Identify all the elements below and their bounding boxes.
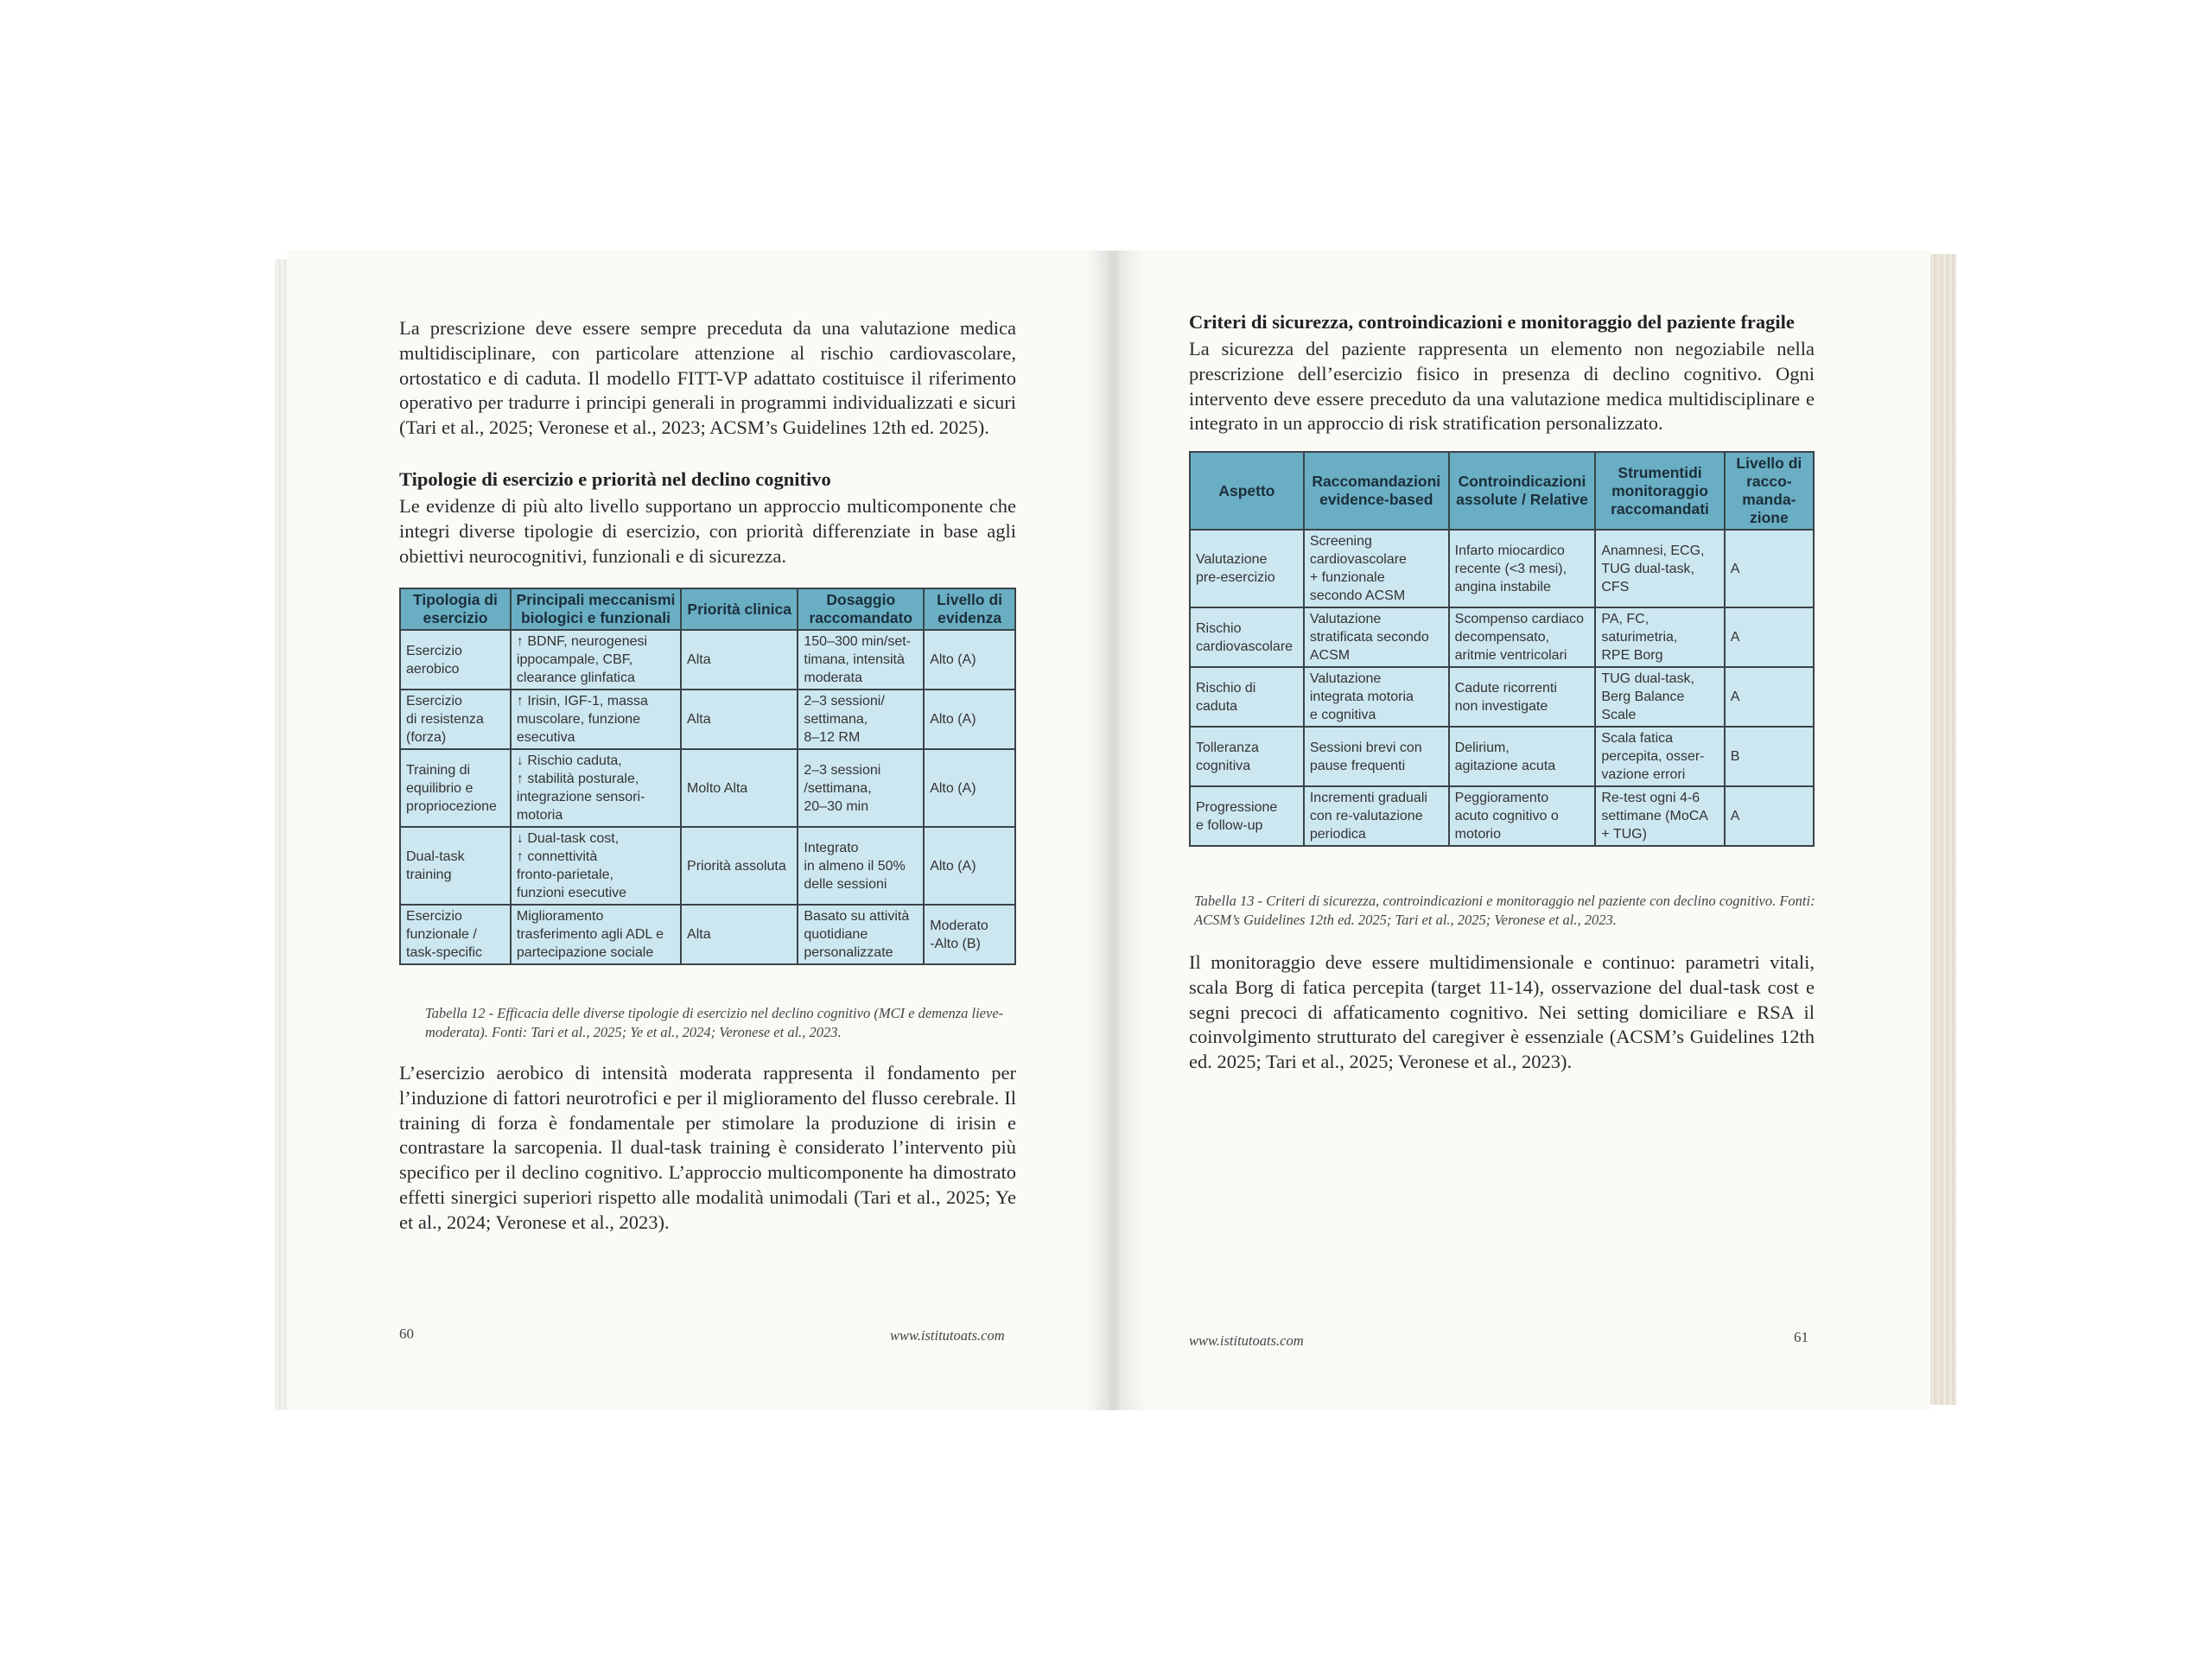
safety-criteria-table	[1189, 451, 1815, 847]
table-cell: Basato su attività quotidiane personalizzate	[798, 905, 924, 964]
right-table-caption: Tabella 13 - Criteri di sicurezza, controindicazioni e monitoraggio nel paziente con declino cognitivo. Fonti: ACSM’s Guidelines 12th ed. 2025; Tari et al., 2025; Veronese et al., 2023.	[1194, 893, 1815, 928]
table-cell: TUG dual-task, Berg Balance Scale	[1595, 667, 1724, 727]
table-cell: Sessioni brevi con pause frequenti	[1304, 727, 1449, 786]
table-cell: Rischio di caduta	[1190, 667, 1304, 727]
table-row	[1190, 607, 1814, 667]
left-closing-paragraph: L’esercizio aerobico di intensità moderata rappresenta il fondamento per l’induzione di fattori neurotrofici e per il miglioramento del flusso cerebrale. Il training di forza è fondamentale per stimolare la produzione di irisin e contrastare la sarcopenia. Il dual-task training è considerato l’intervento più specifico per il declino cognitivo. L’approccio multicomponente ha dimostrato effetti sinergici superiori rispetto alle modalità unimodali (Tari et al., 2025; Ye et al., 2024; Veronese et al., 2023).	[399, 1062, 1016, 1233]
column-header: Controindicazioni assolute / Relative	[1449, 452, 1596, 530]
table-cell: Esercizio funzionale / task-specific	[400, 905, 511, 964]
table-row	[400, 630, 1015, 690]
table-header-row	[1190, 452, 1814, 530]
table-cell: Alto (A)	[924, 690, 1015, 749]
table-cell: Scala fatica percepita, osser- vazione errori	[1595, 727, 1724, 786]
table-cell: ↑ Irisin, IGF-1, massa muscolare, funzione esecutiva	[511, 690, 681, 749]
table-cell: Re-test ogni 4-6 settimane (MoCA + TUG)	[1595, 786, 1724, 846]
right-section-heading: Criteri di sicurezza, controindicazioni e monitoraggio del paziente fragile	[1189, 311, 1795, 333]
table-cell: ↓ Dual-task cost, ↑ connettività fronto-parietale, funzioni esecutive	[511, 827, 681, 905]
table-cell: Valutazione stratificata secondo ACSM	[1304, 607, 1449, 667]
table-cell: Esercizio aerobico	[400, 630, 511, 690]
column-header: Tipologia di esercizio	[400, 588, 511, 630]
right-section-paragraph: La sicurezza del paziente rappresenta un elemento non negoziabile nella prescrizione dell’esercizio fisico in presenza di declino cognitivo. Ogni intervento deve essere preceduto da una valutazione medica multidisciplinare e integrato in un approccio di risk stratification personalizzato.	[1189, 338, 1815, 435]
table-cell: Priorità assoluta	[681, 827, 798, 905]
table-cell: ↓ Rischio caduta, ↑ stabilità posturale, integrazione sensori- motoria	[511, 749, 681, 827]
page-number-right: 61	[1794, 1329, 1808, 1345]
left-section-paragraph: Le evidenze di più alto livello supportano un approccio multicomponente che integri diverse tipologie di esercizio, con priorità differenziate in base agli obiettivi neurocognitivi, funzionali e di sicurezza.	[399, 495, 1016, 567]
table-cell: Moderato -Alto (B)	[924, 905, 1015, 964]
table-cell: Alta	[681, 630, 798, 690]
table-row	[1190, 530, 1814, 607]
right-page	[1109, 251, 1930, 1410]
table-cell: Molto Alta	[681, 749, 798, 827]
footer-url-left: www.istitutoats.com	[890, 1327, 1005, 1344]
left-page	[287, 251, 1123, 1410]
table-cell: Miglioramento trasferimento agli ADL e partecipazione sociale	[511, 905, 681, 964]
table-cell: Screening cardiovascolare + funzionale secondo ACSM	[1304, 530, 1449, 607]
column-header: Raccomandazioni evidence-based	[1304, 452, 1449, 530]
table-cell: Rischio cardiovascolare	[1190, 607, 1304, 667]
footer-url-right: www.istitutoats.com	[1189, 1332, 1304, 1349]
exercise-types-table	[399, 588, 1016, 965]
table-cell: Alta	[681, 905, 798, 964]
table-row	[400, 690, 1015, 749]
left-table-caption: Tabella 12 - Efficacia delle diverse tipologie di esercizio nel declino cognitivo (MCI e demenza lieve-moderata). Fonti: Tari et al., 2025; Ye et al., 2024; Veronese et al., 2023.	[425, 1005, 1004, 1040]
book-gutter-shadow	[1087, 251, 1147, 1410]
table-cell: Training di equilibrio e propriocezione	[400, 749, 511, 827]
column-header: Aspetto	[1190, 452, 1304, 530]
table-cell: PA, FC, saturimetria, RPE Borg	[1595, 607, 1724, 667]
table-row	[1190, 667, 1814, 727]
open-book	[275, 251, 1956, 1410]
column-header: Livello di evidenza	[924, 588, 1015, 630]
table-cell: 2–3 sessioni /settimana, 20–30 min	[798, 749, 924, 827]
column-header: Strumentidi monitoraggio raccomandati	[1595, 452, 1724, 530]
table-cell: Incrementi graduali con re-valutazione periodica	[1304, 786, 1449, 846]
table-cell: Dual-task training	[400, 827, 511, 905]
table-cell: Alta	[681, 690, 798, 749]
table-cell: 2–3 sessioni/ settimana, 8–12 RM	[798, 690, 924, 749]
table-row	[1190, 786, 1814, 846]
left-intro-paragraph: La prescrizione deve essere sempre preceduta da una valutazione medica multidisciplinare, con particolare attenzione al rischio cardiovascolare, ortostatico e di caduta. Il modello FITT-VP adattato costituisce il riferimento operativo per tradurre i principi generali in programmi individualizzati e sicuri (Tari et al., 2025; Veronese et al., 2023; ACSM’s Guidelines 12th ed. 2025).	[399, 317, 1016, 439]
table-cell: Anamnesi, ECG, TUG dual-task, CFS	[1595, 530, 1724, 607]
table-cell: Delirium, agitazione acuta	[1449, 727, 1596, 786]
table-cell: A	[1725, 786, 1814, 846]
table-cell: Peggioramento acuto cognitivo o motorio	[1449, 786, 1596, 846]
table-row	[1190, 727, 1814, 786]
table-row	[400, 749, 1015, 827]
table-cell: Cadute ricorrenti non investigate	[1449, 667, 1596, 727]
table-cell: Valutazione integrata motoria e cognitiva	[1304, 667, 1449, 727]
column-header: Livello di racco- manda- zione	[1725, 452, 1814, 530]
column-header: Dosaggio raccomandato	[798, 588, 924, 630]
column-header: Principali meccanismi biologici e funzionali	[511, 588, 681, 630]
table-cell: ↑ BDNF, neurogenesi ippocampale, CBF, clearance glinfatica	[511, 630, 681, 690]
table-cell: B	[1725, 727, 1814, 786]
table-cell: Alto (A)	[924, 827, 1015, 905]
table-cell: Integrato in almeno il 50% delle sessioni	[798, 827, 924, 905]
page-number-left: 60	[399, 1325, 414, 1342]
table-cell: Progressione e follow-up	[1190, 786, 1304, 846]
table-cell: Tolleranza cognitiva	[1190, 727, 1304, 786]
table-cell: Infarto miocardico recente (<3 mesi), angina instabile	[1449, 530, 1596, 607]
table-cell: Scompenso cardiaco decompensato, aritmie ventricolari	[1449, 607, 1596, 667]
table-row	[400, 905, 1015, 964]
table-cell: Alto (A)	[924, 630, 1015, 690]
table-cell: Valutazione pre-esercizio	[1190, 530, 1304, 607]
table-row	[400, 827, 1015, 905]
table-cell: Alto (A)	[924, 749, 1015, 827]
column-header: Priorità clinica	[681, 588, 798, 630]
table-cell: Esercizio di resistenza (forza)	[400, 690, 511, 749]
table-cell: A	[1725, 607, 1814, 667]
table-header-row	[400, 588, 1015, 630]
right-closing-paragraph: Il monitoraggio deve essere multidimensionale e continuo: parametri vitali, scala Borg di fatica percepita (target 11-14), osservazione del dual-task cost e segni precoci di affaticamento cognitivo. Nei setting domiciliare e RSA il coinvolgimento strutturato del caregiver è essenziale (ACSM’s Guidelines 12th ed. 2025; Tari et al., 2025; Veronese et al., 2023).	[1189, 951, 1815, 1073]
table-cell: 150–300 min/set- timana, intensità moderata	[798, 630, 924, 690]
left-section-heading: Tipologie di esercizio e priorità nel declino cognitivo	[399, 468, 831, 490]
table-cell: A	[1725, 667, 1814, 727]
table-cell: A	[1725, 530, 1814, 607]
